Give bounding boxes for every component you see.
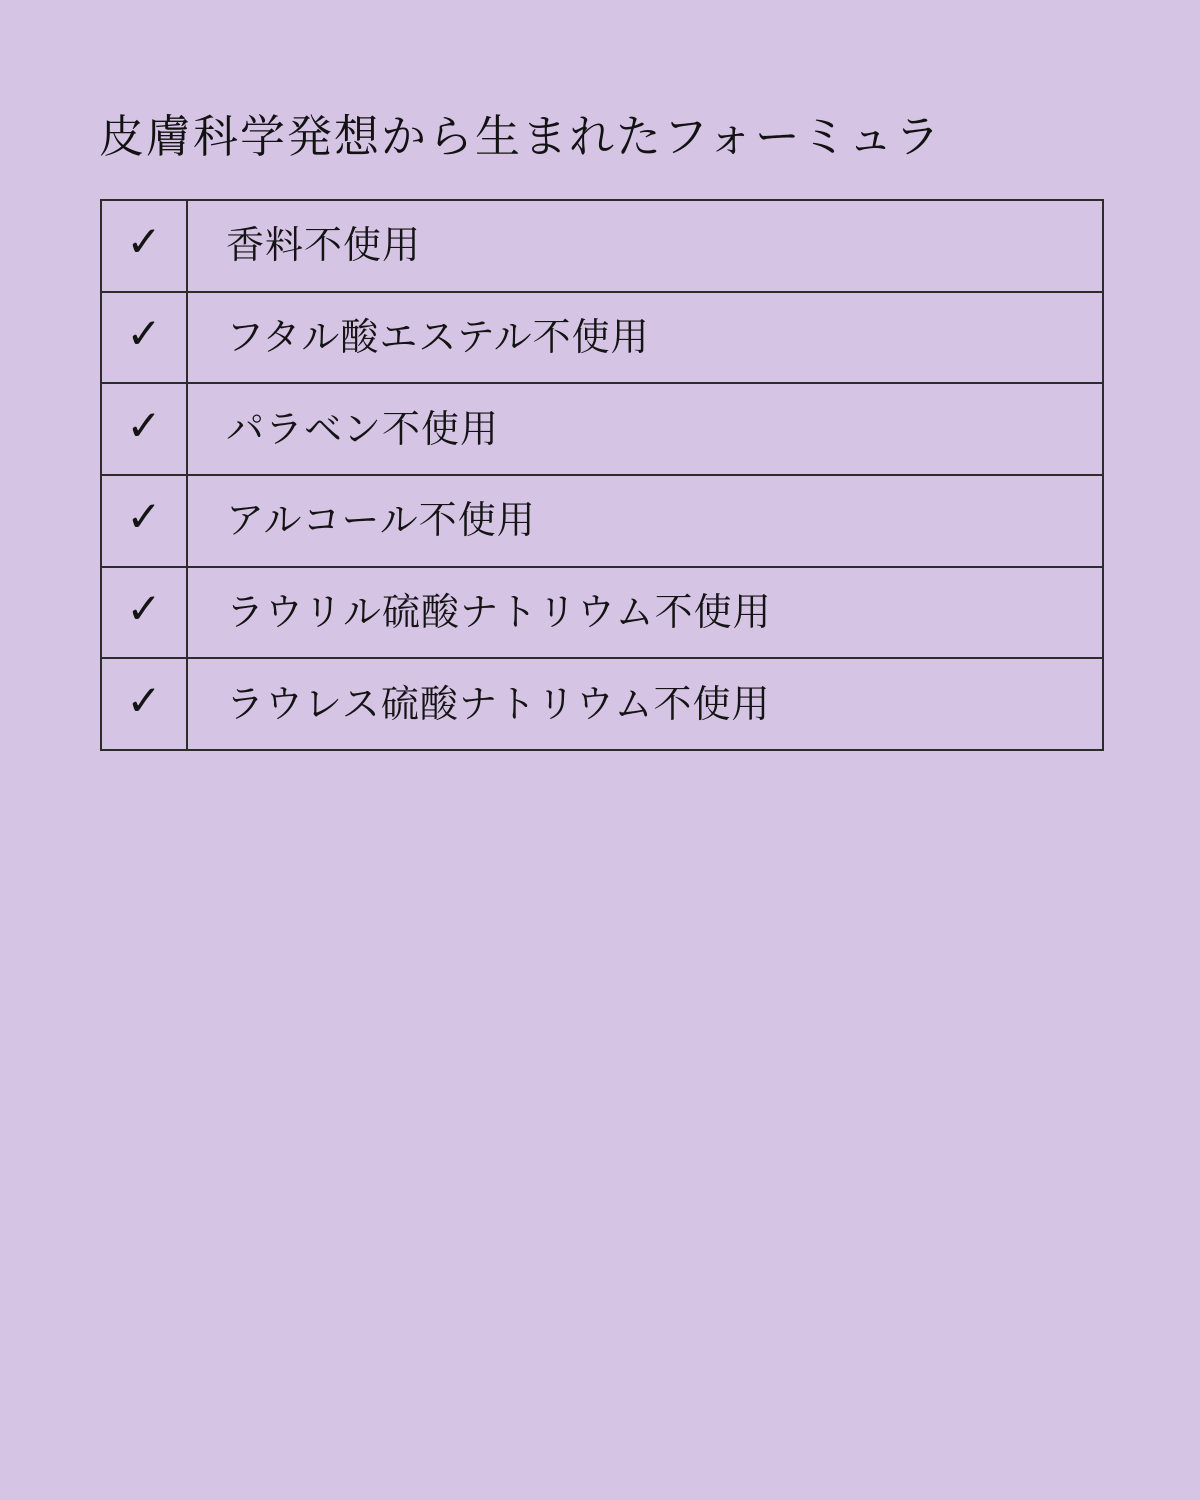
checklist-table [100, 199, 1104, 751]
checkmark-cell [102, 201, 188, 291]
checkmark-cell [102, 568, 188, 658]
check-icon: ✓ [126, 310, 162, 357]
check-icon: ✓ [126, 585, 162, 633]
checklist-item-label: ラウリル硫酸ナトリウム不使用 [226, 592, 772, 635]
check-icon: ✓ [126, 401, 162, 449]
checklist-item-label: 香料不使用 [226, 225, 422, 268]
checklist-row [102, 568, 1102, 660]
checkmark-cell [102, 293, 188, 383]
checklist-row [102, 659, 1102, 749]
check-icon: ✓ [126, 493, 162, 541]
check-icon: ✓ [126, 676, 162, 724]
checklist-row [102, 201, 1102, 293]
checklist-item-label: パラベン不使用 [226, 408, 500, 451]
checklist-item-label: アルコール不使用 [226, 500, 536, 543]
checkmark-cell [102, 384, 188, 474]
checklist-row [102, 384, 1102, 476]
check-icon: ✓ [126, 218, 162, 266]
checklist-item-label: ラウレス硫酸ナトリウム不使用 [226, 683, 771, 726]
checklist-item-label: フタル酸エステル不使用 [226, 317, 650, 359]
checkmark-cell [102, 476, 188, 566]
checklist-row [102, 293, 1102, 385]
checkmark-cell [102, 659, 188, 749]
page-title: 皮膚科学発想から生まれたフォーミュラ [99, 111, 942, 162]
checklist-row [102, 476, 1102, 568]
